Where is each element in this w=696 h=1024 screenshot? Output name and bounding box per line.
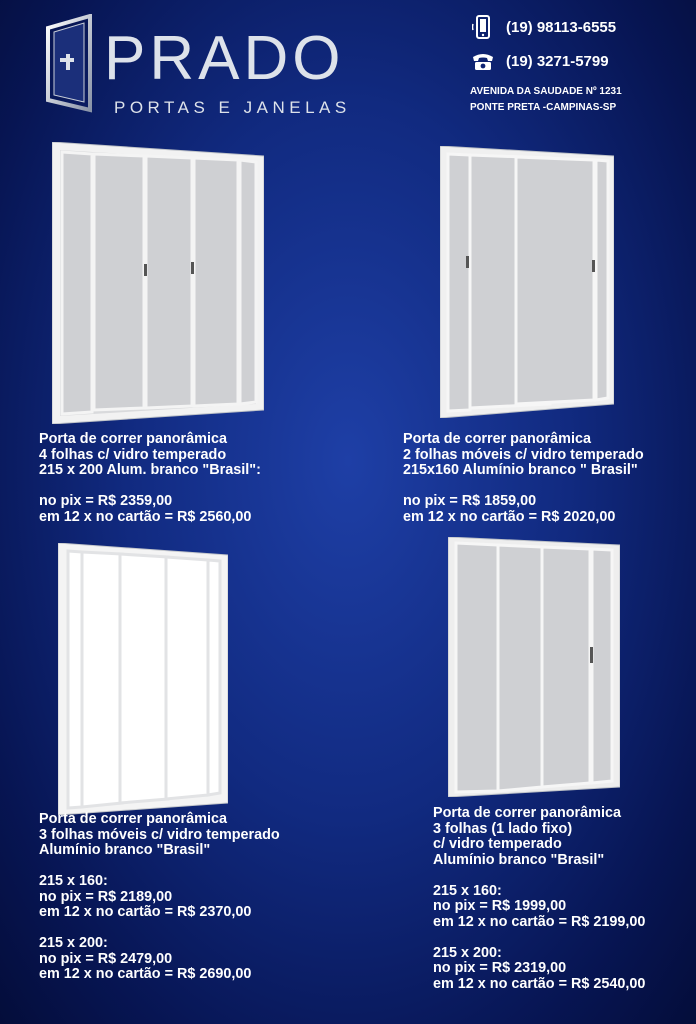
product-1-line: Porta de correr panorâmica [39, 431, 227, 447]
address-line-1: AVENIDA DA SAUDADE Nº 1231 [470, 86, 622, 97]
address [470, 84, 690, 116]
product-3-price-pix: no pix = R$ 2479,00 [39, 950, 173, 967]
product-1-price-pix: no pix = R$ 2359,00 [39, 493, 173, 509]
product-4-price-pix: no pix = R$ 1999,00 [433, 898, 567, 914]
telephone-icon [470, 48, 496, 74]
product-3-price-card: em 12 x no cartão = R$ 2370,00 [39, 904, 252, 920]
product-4-size-label: 215 x 160: [433, 882, 502, 899]
product-1-price-card: em 12 x no cartão = R$ 2560,00 [39, 508, 252, 525]
product-3-price-card: em 12 x no cartão = R$ 2690,00 [39, 966, 252, 982]
product-3-image [58, 543, 228, 815]
product-2-line: 215x160 Alumínio branco " Brasil" [403, 462, 638, 478]
whatsapp-row [470, 14, 690, 40]
product-1-line: 215 x 200 Alum. branco "Brasil": [39, 462, 261, 478]
product-4-price-pix: no pix = R$ 2319,00 [433, 960, 567, 976]
product-3-line: Porta de correr panorâmica [39, 811, 227, 827]
product-4-size-label: 215 x 200: [433, 944, 502, 961]
product-1-description [39, 432, 261, 525]
product-2-image [440, 146, 614, 418]
phone-number[interactable]: (19) 3271-5799 [506, 52, 609, 70]
product-2-line: Porta de correr panorâmica [403, 431, 591, 447]
contact-block [470, 14, 690, 116]
product-2-description [403, 432, 644, 525]
phone-row [470, 48, 690, 74]
product-1-line [39, 479, 261, 495]
product-2-line: 2 folhas móveis c/ vidro temperado [403, 446, 644, 463]
mobile-phone-icon [470, 14, 496, 40]
product-3-price-pix: no pix = R$ 2189,00 [39, 888, 173, 905]
brand-name: PRADO [104, 24, 345, 93]
product-4-price-card: em 12 x no cartão = R$ 2199,00 [433, 913, 646, 930]
product-1-image [52, 142, 264, 424]
brand-tagline: PORTAS E JANELAS [114, 98, 351, 117]
brand-logo [44, 14, 354, 119]
product-1-line: 4 folhas c/ vidro temperado [39, 446, 227, 463]
product-3-line: Alumínio branco "Brasil" [39, 842, 211, 858]
product-4-price-card: em 12 x no cartão = R$ 2540,00 [433, 975, 646, 992]
product-2-price-card: em 12 x no cartão = R$ 2020,00 [403, 508, 616, 525]
product-2-line [403, 479, 644, 495]
address-line-2: PONTE PRETA -CAMPINAS-SP [470, 102, 617, 113]
product-3-description [39, 812, 280, 983]
product-4-description [433, 806, 645, 992]
product-3-line [39, 921, 280, 937]
product-4-line [433, 930, 645, 946]
door-logo-icon [44, 14, 104, 114]
product-4-image [448, 537, 620, 797]
product-4-line: c/ vidro temperado [433, 836, 562, 852]
whatsapp-number[interactable]: (19) 98113-6555 [506, 18, 617, 36]
product-4-line: Alumínio branco "Brasil" [433, 851, 605, 868]
product-3-size-label: 215 x 200: [39, 935, 108, 951]
product-4-line: Porta de correr panorâmica [433, 805, 621, 821]
product-4-line: 3 folhas (1 lado fixo) [433, 820, 573, 837]
product-3-line [39, 859, 280, 875]
product-3-size-label: 215 x 160: [39, 873, 108, 889]
product-4-line [433, 868, 645, 884]
product-2-price-pix: no pix = R$ 1859,00 [403, 493, 537, 509]
product-3-line: 3 folhas móveis c/ vidro temperado [39, 826, 280, 843]
